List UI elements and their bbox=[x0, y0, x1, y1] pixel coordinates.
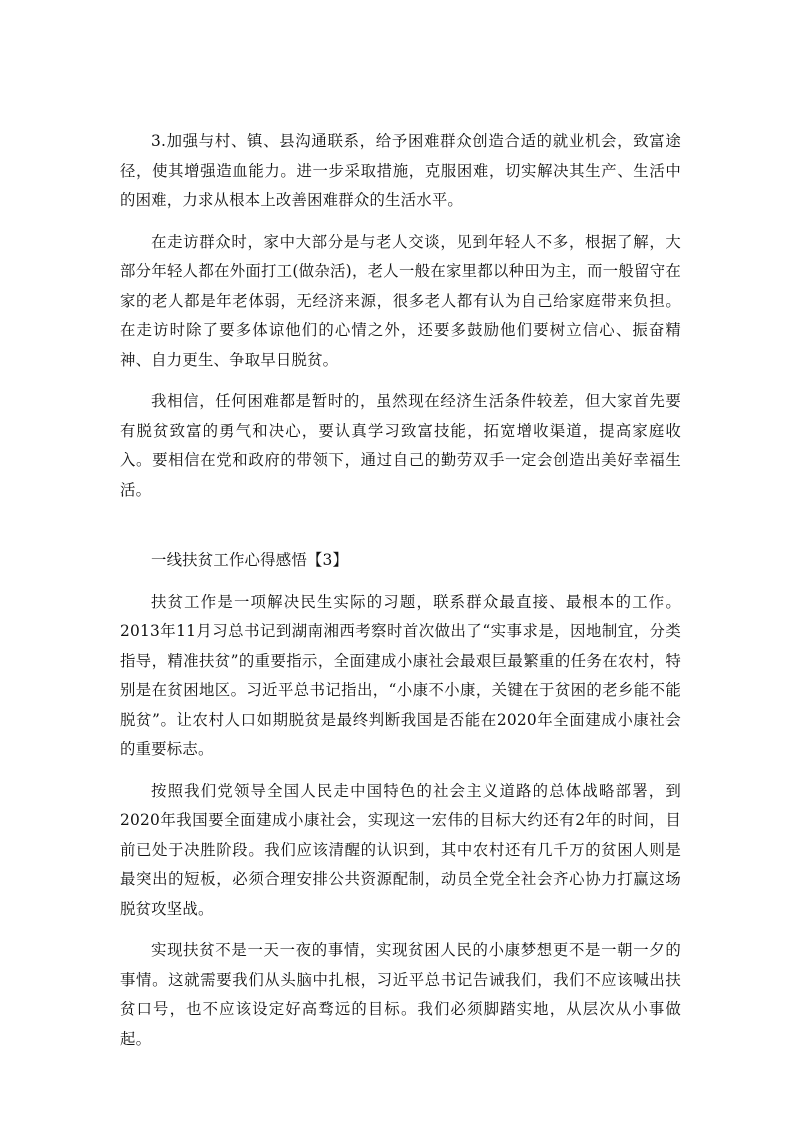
paragraph-gap bbox=[120, 765, 681, 777]
paragraph-step-by-step: 实现扶贫不是一天一夜的事情，实现贫困人民的小康梦想更不是一朝一夕的事情。这就需要我们从头脑中扎根，习近平总书记告诫我们，我们不应该喊出扶贫口号，也不应该设定好高骛远的目标。我们必须脚踏实地，从层次从小事做起。 bbox=[120, 941, 681, 1048]
paragraph-gap bbox=[120, 375, 681, 387]
section-gap bbox=[120, 505, 681, 546]
paragraph-employment: 3.加强与村、镇、县沟通联系，给予困难群众创造合适的就业机会，致富途径，使其增强造血能力。进一步采取措施，克服困难，切实解决其生产、生活中的困难，力求从根本上改善困难群众的生活水平。 bbox=[120, 132, 681, 209]
paragraph-belief: 我相信，任何困难都是暂时的，虽然现在经济生活条件较差，但大家首先要有脱贫致富的勇气和决心，要认真学习致富技能，拓宽增收渠道，提高家庭收入。要相信在党和政府的带领下，通过自己的勤劳双手一定会创造出美好幸福生活。 bbox=[120, 392, 681, 499]
paragraph-gap bbox=[120, 924, 681, 936]
paragraph-visits: 在走访群众时，家中大部分是与老人交谈，见到年轻人不多，根据了解，大部分年轻人都在外面打工(做杂活)，老人一般在家里都以种田为主，而一般留守在家的老人都是年老体弱，无经济来源，很多老人都有认为自己给家庭带来负担。在走访时除了要多体谅他们的心情之外，还要多鼓励他们要树立信心、振奋精神、自力更生、争取早日脱贫。 bbox=[120, 232, 681, 369]
paragraph-strategy: 按照我们党领导全国人民走中国特色的社会主义道路的总体战略部署，到2020年我国要全面建成小康社会，实现这一宏伟的目标大约还有2年的时间，目前已处于决胜阶段。我们应该清醒的认识到，其中农村还有几千万的贫困人则是最突出的短板，必须合理安排公共资源配制，动员全党全社会齐心协力打赢这场脱贫攻坚战。 bbox=[120, 781, 681, 918]
paragraph-gap bbox=[120, 216, 681, 228]
paragraph-poverty-work: 扶贫工作是一项解决民生实际的习题，联系群众最直接、最根本的工作。2013年11月习总书记到湖南湘西考察时首次做出了“实事求是，因地制宜，分类指导，精准扶贫”的重要指示，全面建成小康社会最艰巨最繁重的任务在农村，特别是在贫困地区。习近平总书记指出，“小康不小康，关键在于贫困的老乡能不能脱贫”。让农村人口如期脱贫是最终判断我国是否能在2020年全面建成小康社会的重要标志。 bbox=[120, 592, 681, 758]
section-heading: 一线扶贫工作心得感悟【3】 bbox=[151, 551, 349, 569]
paragraph-gap bbox=[120, 576, 681, 588]
